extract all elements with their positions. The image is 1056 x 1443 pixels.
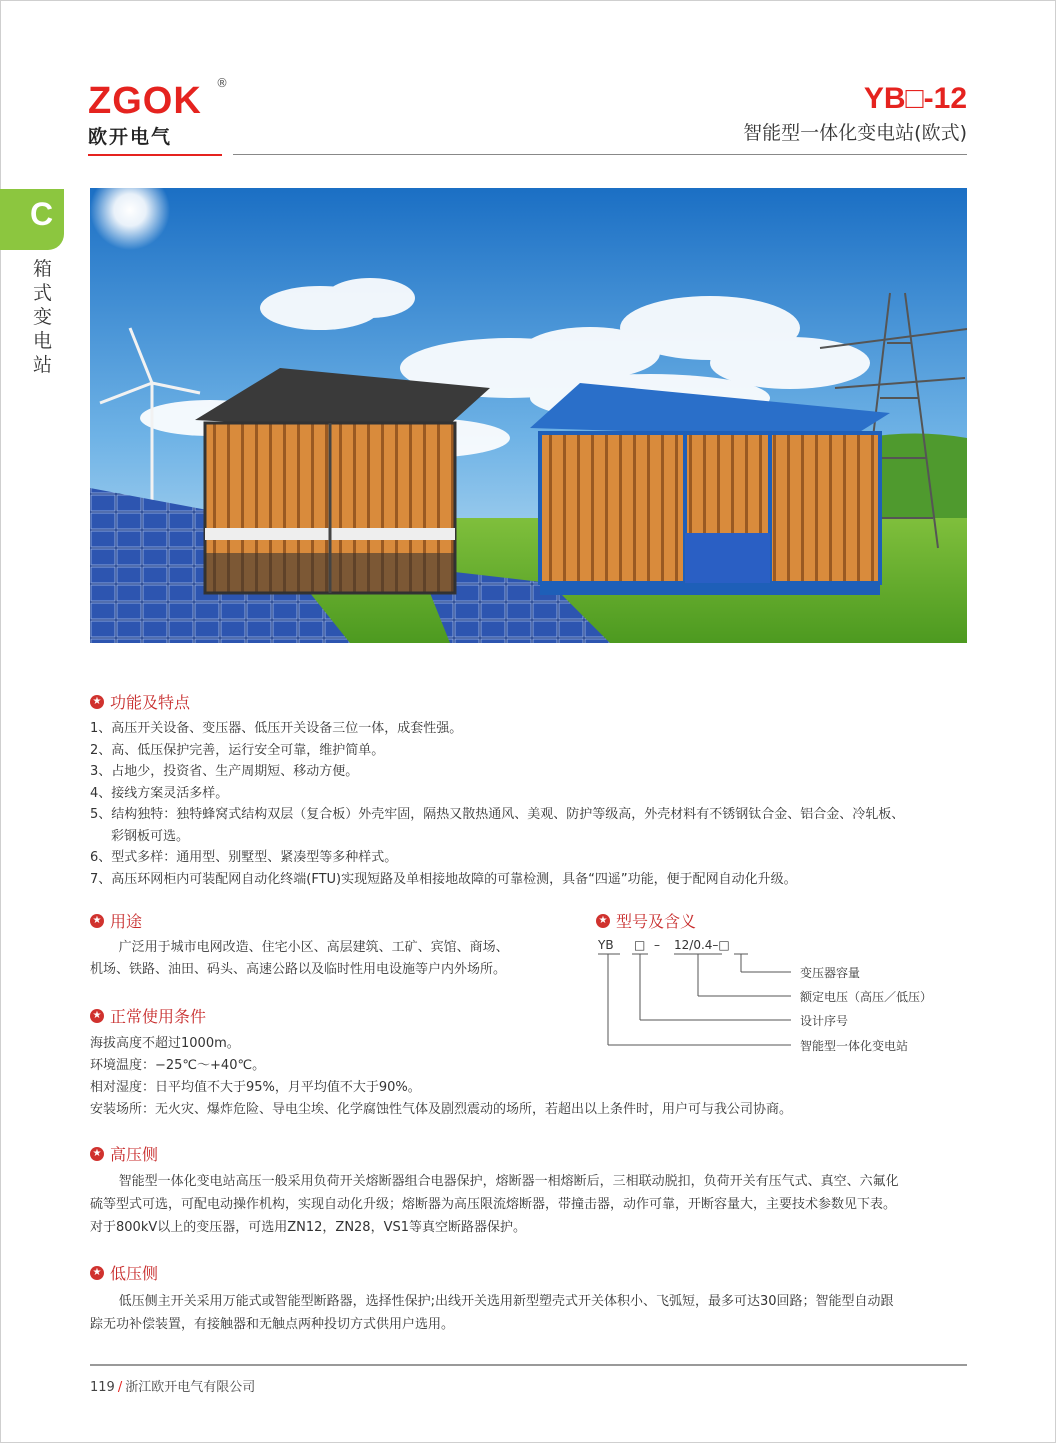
features-list	[90, 718, 970, 890]
list-item: 1、高压开关设备、变压器、低压开关设备三位一体，成套性强。	[90, 721, 463, 736]
conditions-text	[90, 1033, 970, 1121]
features-heading	[90, 690, 190, 713]
model-code-box: □	[634, 938, 646, 952]
lv-text	[90, 1290, 970, 1336]
category-name: 箱式变电站	[33, 258, 53, 376]
conditions-title: 正常使用条件	[110, 1007, 207, 1026]
list-item: 3、占地少，投资省、生产周期短、移动方便。	[90, 764, 359, 779]
lv-line: 低压侧主开关采用万能式或智能型断路器，选择性保护;出线开关选用新型塑壳式开关体积小、飞弧短，最多可达30回路；智能型自动跟	[118, 1294, 894, 1309]
model-title: 型号及含义	[616, 912, 697, 931]
hv-text	[90, 1170, 970, 1239]
model-code-dash: –	[654, 938, 660, 952]
usage-line: 机场、铁路、油田、码头、高速公路以及临时性用电设施等户内外场所。	[90, 962, 507, 977]
lv-line: 踪无功补偿装置，有接触器和无触点两种投切方式供用户选用。	[90, 1317, 455, 1332]
list-item: 5、结构独特：独特蜂窝式结构双层（复合板）外壳牢固，隔热又散热通风、美观、防护等级高，外壳材料有不锈钢钛合金、铝合金、冷轧板、	[90, 807, 905, 822]
product-subtitle: 智能型一体化变电站(欧式)	[743, 122, 967, 144]
star-circle-icon: ★	[596, 914, 610, 928]
condition-line: 安装场所：无火灾、爆炸危险、导电尘埃、化学腐蚀性气体及剧烈震动的场所，若超出以上条件时，用户可与我公司协商。	[90, 1102, 793, 1117]
footer-divider	[90, 1364, 967, 1366]
product-photo	[90, 188, 967, 643]
list-item: 4、接线方案灵活多样。	[90, 785, 229, 801]
footer-separator: /	[117, 1380, 123, 1395]
model-label-capacity: 变压器容量	[800, 966, 861, 980]
usage-heading	[90, 909, 142, 932]
page-footer	[90, 1376, 255, 1395]
star-circle-icon: ★	[90, 1009, 104, 1023]
star-circle-icon: ★	[90, 695, 104, 709]
usage-line: 广泛用于城市电网改造、住宅小区、高层建筑、工矿、宾馆、商场、	[118, 940, 509, 955]
list-item: 7、高压环网柜内可装配网自动化终端(FTU)实现短路及单相接地故障的可靠检测，具备“四遥”功能，便于配网自动化升级。	[90, 871, 797, 887]
usage-title: 用途	[110, 912, 143, 931]
list-item: 6、型式多样：通用型、别墅型、紧凑型等多种样式。	[90, 850, 398, 865]
lv-title: 低压侧	[110, 1264, 159, 1283]
hv-line: 对于800kV以上的变压器，可选用ZN12，ZN28，VS1等真空断路器保护。	[90, 1220, 526, 1235]
model-label-type: 智能型一体化变电站	[800, 1039, 909, 1053]
model-label-voltage: 额定电压（高压／低压）	[800, 990, 933, 1004]
model-code-yb: YB	[598, 938, 614, 952]
header-divider	[233, 154, 967, 155]
list-item-continuation: 彩钢板可选。	[111, 828, 190, 844]
star-circle-icon: ★	[90, 1147, 104, 1161]
model-label-serial: 设计序号	[800, 1014, 849, 1028]
category-letter: C	[30, 196, 54, 232]
features-title: 功能及特点	[110, 693, 191, 712]
star-circle-icon: ★	[90, 914, 104, 928]
condition-line: 相对湿度：日平均值不大于95%，月平均值不大于90%。	[90, 1080, 421, 1095]
logo-underline	[88, 154, 222, 156]
model-code-rest: 12/0.4–□	[674, 938, 730, 952]
hv-heading	[90, 1142, 158, 1165]
lv-heading	[90, 1261, 158, 1284]
footer-company: 浙江欧开电气有限公司	[125, 1380, 256, 1395]
substation-illustration	[90, 188, 967, 643]
model-heading	[596, 909, 696, 932]
list-item: 2、高、低压保护完善，运行安全可靠，维护简单。	[90, 742, 385, 758]
hv-title: 高压侧	[110, 1145, 159, 1164]
hv-line: 智能型一体化变电站高压一般采用负荷开关熔断器组合电器保护，熔断器一相熔断后，三相联动脱扣，负荷开关有压气式、真空、六氟化	[118, 1174, 899, 1189]
usage-text	[90, 937, 570, 981]
logo-text: ZGOK	[88, 80, 202, 122]
page-number: 119	[90, 1380, 115, 1395]
diagram-leader-lines	[598, 954, 791, 1045]
logo-company-name: 欧开电气	[88, 126, 173, 148]
registered-mark: ®	[216, 76, 228, 90]
hv-line: 硫等型式可选，可配电动操作机构，实现自动化升级；熔断器为高压限流熔断器，带撞击器，动作可靠，开断容量大，主要技术参数见下表。	[90, 1197, 897, 1212]
company-logo	[88, 76, 228, 149]
condition-line: 环境温度：−25℃～+40℃。	[90, 1058, 266, 1073]
conditions-heading	[90, 1004, 206, 1027]
product-model: YB□-12	[863, 82, 967, 115]
star-circle-icon: ★	[90, 1266, 104, 1280]
condition-line: 海拔高度不超过1000m。	[90, 1036, 240, 1051]
